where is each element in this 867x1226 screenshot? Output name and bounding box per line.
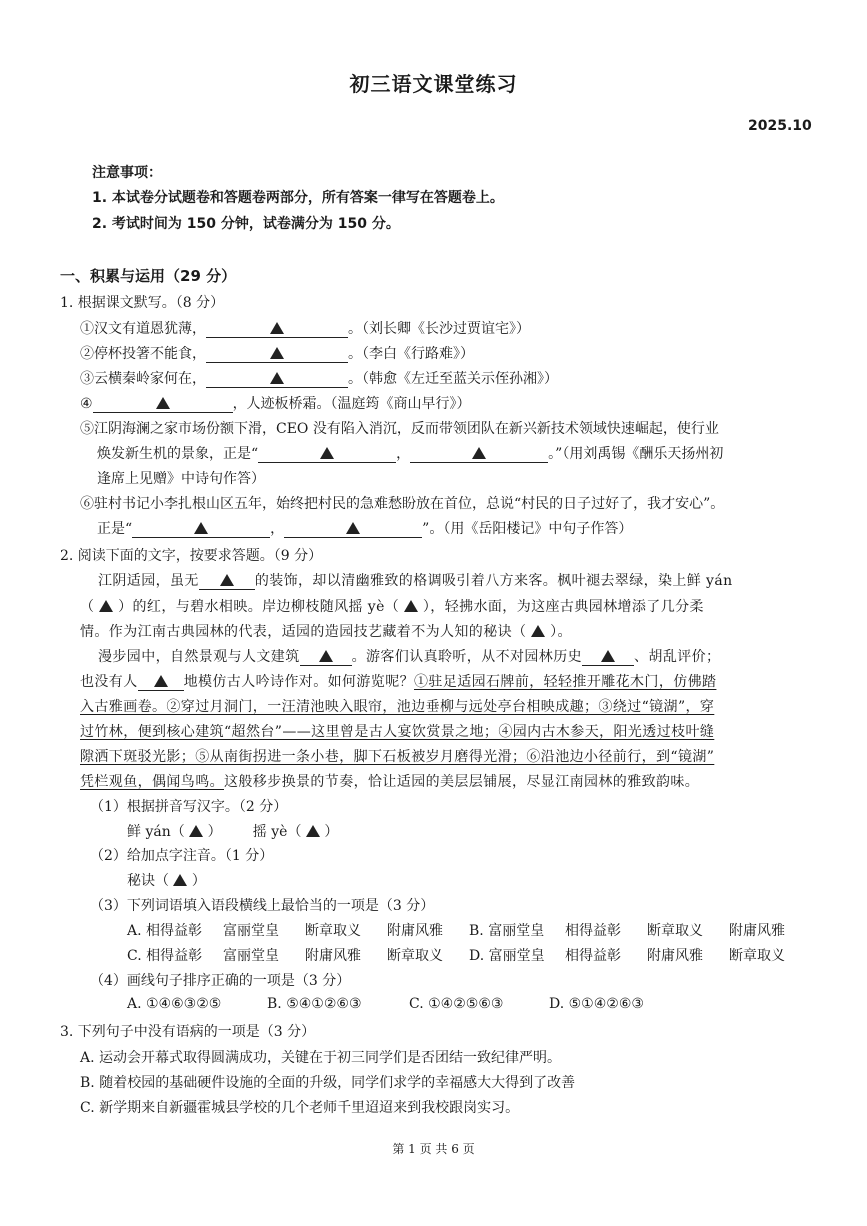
answer-blank[interactable]	[93, 396, 233, 413]
q2-sub3-options-row1: A. 相得益彰 富丽堂皇 断章取义 附庸风雅 B. 富丽堂皇 相得益彰 断章取义 附庸风雅	[127, 920, 811, 940]
triangle-icon	[531, 625, 545, 637]
passage-line-6: 入古雅画卷。②穿过月洞门，一汪清池映入眼帘，池边垂柳与远处亭台相映成趣；③绕过“镜湖”，穿	[80, 699, 715, 715]
answer-blank[interactable]	[138, 674, 184, 691]
passage-line-3: 情。作为江南古典园林的代表，适园的造园技艺藏着不为人知的秘诀（ ）。	[80, 624, 572, 640]
q2-stem: 2. 阅读下面的文字，按要求答题。（9 分）	[60, 548, 323, 564]
option-c[interactable]: C. 相得益彰	[127, 948, 203, 964]
option-d[interactable]: D. ⑤①④②⑥③	[549, 996, 644, 1012]
exam-date: 2025.10	[748, 118, 812, 134]
triangle-icon	[306, 825, 320, 837]
q1-line-5c: 逢席上见赠》中诗句作答）	[97, 471, 265, 487]
q1-line-4: ④ ，人迹板桥霜。（温庭筠《商山早行》）	[80, 396, 471, 412]
q1-line-3: ③云横秦岭家何在， 。（韩愈《左迁至蓝关示侄孙湘》）	[80, 371, 558, 387]
page-number: 第 1 页 共 6 页	[392, 1142, 475, 1156]
q1-line-5b: 焕发新生机的景象，正是“ ， 。”（用刘禹锡《酬乐天扬州初	[97, 446, 724, 462]
triangle-icon	[404, 600, 418, 612]
q3-option-b[interactable]: B. 随着校园的基础硬件设施的全面的升级，同学们求学的幸福感大大得到了改善	[80, 1075, 576, 1091]
option-a[interactable]: A. ①④⑥③②⑤	[127, 996, 222, 1012]
section-1-heading: 一、积累与运用（29 分）	[60, 267, 237, 285]
passage-line-5: 也没有人 地模仿古人吟诗作对。如何游览呢？①驻足适园石牌前，轻轻推开雕花木门，仿佛踏	[80, 674, 717, 690]
option-b[interactable]: B. 富丽堂皇	[469, 923, 545, 939]
q2-sub4-options	[127, 996, 689, 1012]
q2-sub3-options-row2: C. 相得益彰 富丽堂皇 附庸风雅 断章取义 D. 富丽堂皇 相得益彰 附庸风雅 断章取义	[127, 945, 811, 965]
triangle-icon	[189, 825, 203, 837]
q1-line-6a: ⑥驻村书记小李扎根山区五年，始终把村民的急难愁盼放在首位，总说“村民的日子过好了，我才安心”。	[80, 496, 725, 512]
passage-line-9: 凭栏观鱼，偶闻鸟鸣。这般移步换景的节奏，恰让适园的美层层铺展，尽显江南园林的雅致韵味。	[80, 774, 700, 790]
triangle-icon	[194, 522, 208, 534]
triangle-icon	[346, 522, 360, 534]
option-d[interactable]: D. 富丽堂皇	[469, 948, 545, 964]
passage-line-4: 漫步园中，自然景观与人文建筑 。游客们认真聆听，从不对园林历史 、胡乱评价；	[98, 649, 721, 665]
option-b[interactable]: B. ⑤④①②⑥③	[267, 996, 362, 1012]
triangle-icon	[220, 574, 234, 586]
answer-blank[interactable]	[199, 573, 255, 590]
passage-line-7: 过竹林，便到核心建筑“超然台”——这里曾是古人宴饮赏景之地；④园内古木参天，阳光透过枝叶缝	[80, 724, 715, 740]
triangle-icon	[99, 600, 113, 612]
triangle-icon	[270, 372, 284, 384]
answer-blank[interactable]	[258, 446, 396, 463]
q2-sub2-answer: 秘诀（ ）	[127, 873, 206, 889]
passage-line-8: 隙洒下斑驳光影；⑤从南街拐进一条小巷，脚下石板被岁月磨得光滑；⑥沿池边小径前行，到“镜湖”	[80, 749, 715, 765]
q1-line-2: ②停杯投箸不能食， 。（李白《行路难》）	[80, 346, 474, 362]
triangle-icon	[154, 675, 168, 687]
answer-blank[interactable]	[206, 371, 348, 388]
q2-sub3: （3）下列词语填入语段横线上最恰当的一项是（3 分）	[90, 898, 435, 914]
triangle-icon	[173, 874, 187, 886]
q1-line-1: ①汉文有道恩犹薄， 。（刘长卿《长沙过贾谊宅》）	[80, 321, 530, 337]
q3-stem: 3. 下列句子中没有语病的一项是（3 分）	[60, 1024, 316, 1040]
triangle-icon	[320, 447, 334, 459]
answer-blank[interactable]	[206, 346, 348, 363]
option-c[interactable]: C. ①④②⑤⑥③	[409, 996, 504, 1012]
triangle-icon	[270, 322, 284, 334]
q2-sub4: （4）画线句子排序正确的一项是（3 分）	[90, 973, 351, 989]
q3-option-c[interactable]: C. 新学期来自新疆霍城县学校的几个老师千里迢迢来到我校跟岗实习。	[80, 1100, 520, 1116]
answer-blank[interactable]	[284, 521, 422, 538]
passage-line-2: （ ）的红，与碧水相映。岸边柳枝随风摇 yè（ ），轻拂水面，为这座古典园林增添了几分柔	[80, 599, 704, 615]
triangle-icon	[156, 397, 170, 409]
answer-blank[interactable]	[582, 649, 634, 666]
q3-option-a[interactable]: A. 运动会开幕式取得圆满成功，关键在于初三同学们是否团结一致纪律严明。	[80, 1050, 562, 1066]
page-title: 初三语文课堂练习	[349, 72, 518, 96]
triangle-icon	[319, 650, 333, 662]
q2-sub1-answers: 鲜 yán（ ） 摇 yè（ ）	[127, 824, 339, 840]
q1-line-6b: 正是“ ， ”。（用《岳阳楼记》中句子作答）	[97, 521, 633, 537]
q2-sub2: （2）给加点字注音。（1 分）	[90, 848, 274, 864]
triangle-icon	[601, 650, 615, 662]
answer-blank[interactable]	[206, 321, 348, 338]
q1-line-5a: ⑤江阴海澜之家市场份额下滑，CEO 没有陷入消沉，反而带领团队在新兴新技术领域快速崛起，使行业	[80, 421, 719, 437]
notice-item-2: 2. 考试时间为 150 分钟，试卷满分为 150 分。	[92, 216, 400, 232]
answer-blank[interactable]	[132, 521, 270, 538]
notice-heading: 注意事项：	[92, 165, 162, 181]
triangle-icon	[472, 447, 486, 459]
q1-stem: 1. 根据课文默写。（8 分）	[60, 295, 225, 311]
q2-sub1: （1）根据拼音写汉字。（2 分）	[90, 799, 288, 815]
answer-blank[interactable]	[300, 649, 352, 666]
notice-item-1: 1. 本试卷分试题卷和答题卷两部分，所有答案一律写在答题卷上。	[92, 190, 504, 206]
passage-line-1: 江阴适园，虽无 的装饰，却以清幽雅致的格调吸引着八方来客。枫叶褪去翠绿，染上鲜 yán	[98, 573, 733, 589]
option-a[interactable]: A. 相得益彰	[127, 923, 203, 939]
triangle-icon	[270, 347, 284, 359]
answer-blank[interactable]	[410, 446, 548, 463]
